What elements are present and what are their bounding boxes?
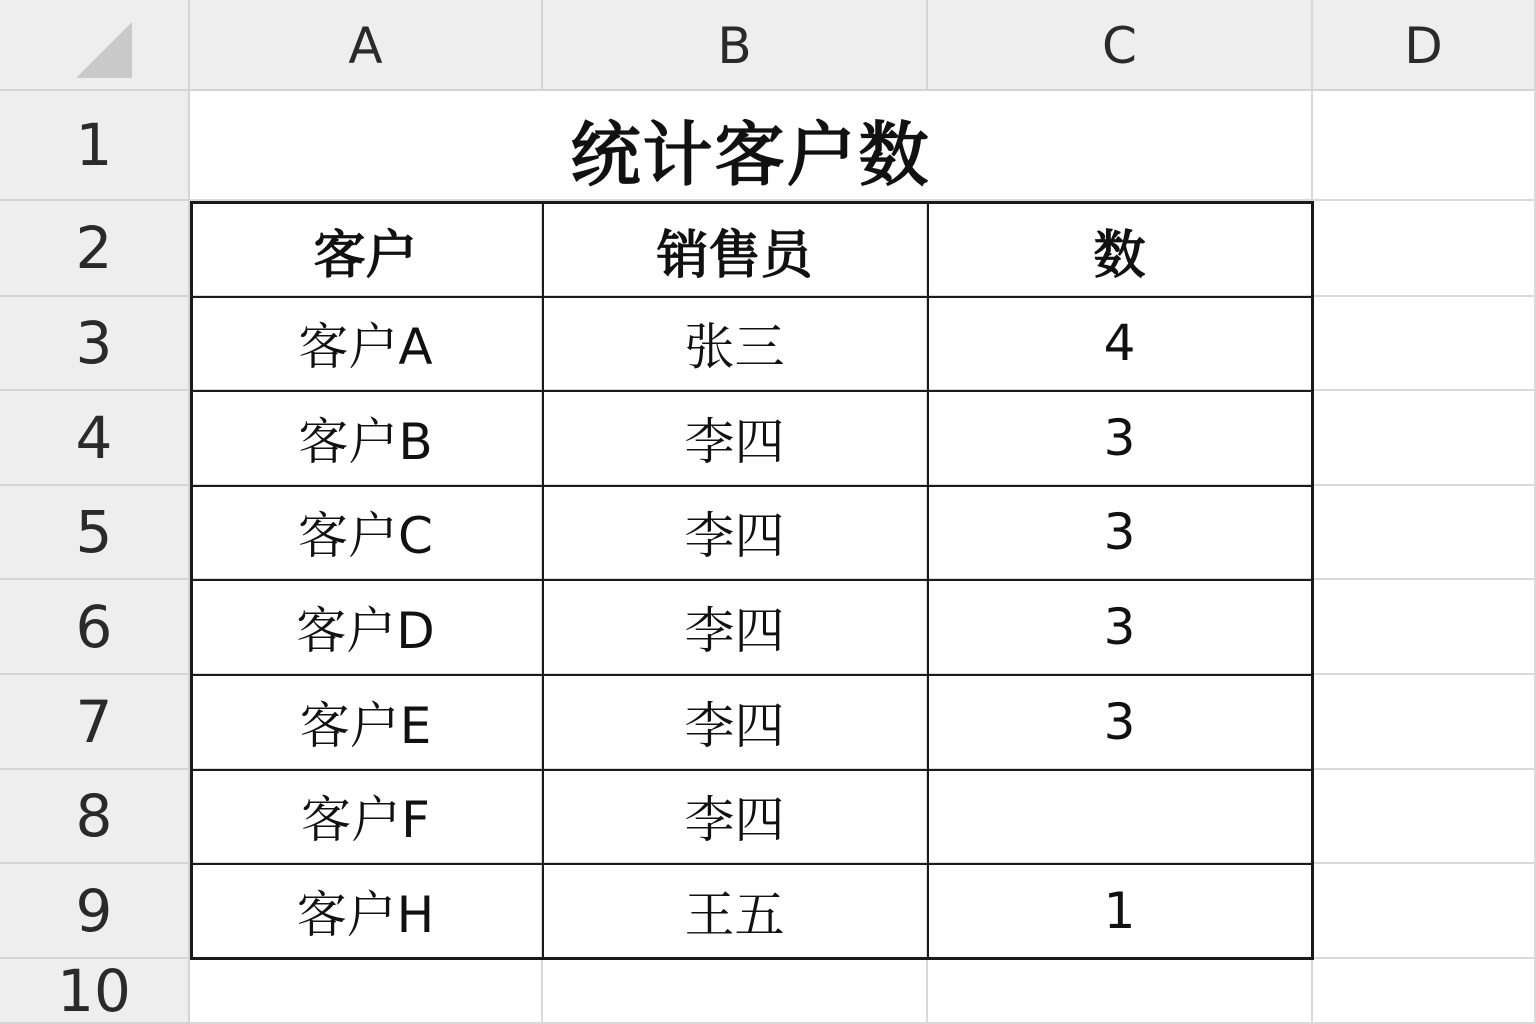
table-cell[interactable]: 3 bbox=[928, 675, 1313, 770]
select-all-triangle-icon bbox=[76, 22, 132, 78]
table-cell[interactable]: 王五 bbox=[543, 864, 928, 959]
table-cell[interactable] bbox=[928, 770, 1313, 864]
cell-d2[interactable] bbox=[1313, 201, 1536, 297]
column-header-b[interactable]: B bbox=[543, 0, 928, 91]
table-cell[interactable]: 客户F bbox=[190, 770, 543, 864]
table-cell[interactable]: 李四 bbox=[543, 675, 928, 770]
column-header-d[interactable]: D bbox=[1313, 0, 1536, 91]
cell-d3[interactable] bbox=[1313, 297, 1536, 391]
sheet-title[interactable]: 统计客户数 bbox=[190, 91, 1313, 201]
cell-d4[interactable] bbox=[1313, 391, 1536, 486]
cell-d6[interactable] bbox=[1313, 580, 1536, 675]
table-header-cell[interactable]: 客户 bbox=[190, 201, 543, 297]
row-header-7[interactable]: 7 bbox=[0, 675, 190, 770]
row-header-6[interactable]: 6 bbox=[0, 580, 190, 675]
column-header-c[interactable]: C bbox=[928, 0, 1313, 91]
table-cell[interactable]: 3 bbox=[928, 580, 1313, 675]
table-cell[interactable]: 客户C bbox=[190, 486, 543, 580]
table-cell[interactable]: 1 bbox=[928, 864, 1313, 959]
table-cell[interactable]: 4 bbox=[928, 297, 1313, 391]
table-cell[interactable]: 李四 bbox=[543, 486, 928, 580]
cell-d9[interactable] bbox=[1313, 864, 1536, 959]
table-cell[interactable]: 李四 bbox=[543, 770, 928, 864]
cell-d5[interactable] bbox=[1313, 486, 1536, 580]
cell-d10[interactable] bbox=[1313, 959, 1536, 1024]
select-all-corner[interactable] bbox=[0, 0, 190, 91]
cell-d1[interactable] bbox=[1313, 91, 1536, 201]
column-header-a[interactable]: A bbox=[190, 0, 543, 91]
table-header-cell[interactable]: 数 bbox=[928, 201, 1313, 297]
row-header-5[interactable]: 5 bbox=[0, 486, 190, 580]
table-cell[interactable]: 张三 bbox=[543, 297, 928, 391]
row-header-10[interactable]: 10 bbox=[0, 959, 190, 1024]
table-cell[interactable]: 客户H bbox=[190, 864, 543, 959]
cell-d8[interactable] bbox=[1313, 770, 1536, 864]
row-header-3[interactable]: 3 bbox=[0, 297, 190, 391]
table-cell[interactable]: 客户B bbox=[190, 391, 543, 486]
cell-a10[interactable] bbox=[190, 959, 543, 1024]
cell-d7[interactable] bbox=[1313, 675, 1536, 770]
table-cell[interactable]: 3 bbox=[928, 486, 1313, 580]
table-cell[interactable]: 客户A bbox=[190, 297, 543, 391]
cell-c10[interactable] bbox=[928, 959, 1313, 1024]
cell-b10[interactable] bbox=[543, 959, 928, 1024]
row-header-4[interactable]: 4 bbox=[0, 391, 190, 486]
table-header-cell[interactable]: 销售员 bbox=[543, 201, 928, 297]
row-header-2[interactable]: 2 bbox=[0, 201, 190, 297]
table-cell[interactable]: 李四 bbox=[543, 580, 928, 675]
table-cell[interactable]: 客户E bbox=[190, 675, 543, 770]
table-cell[interactable]: 李四 bbox=[543, 391, 928, 486]
row-header-1[interactable]: 1 bbox=[0, 91, 190, 201]
row-header-8[interactable]: 8 bbox=[0, 770, 190, 864]
row-header-9[interactable]: 9 bbox=[0, 864, 190, 959]
table-cell[interactable]: 3 bbox=[928, 391, 1313, 486]
table-cell[interactable]: 客户D bbox=[190, 580, 543, 675]
